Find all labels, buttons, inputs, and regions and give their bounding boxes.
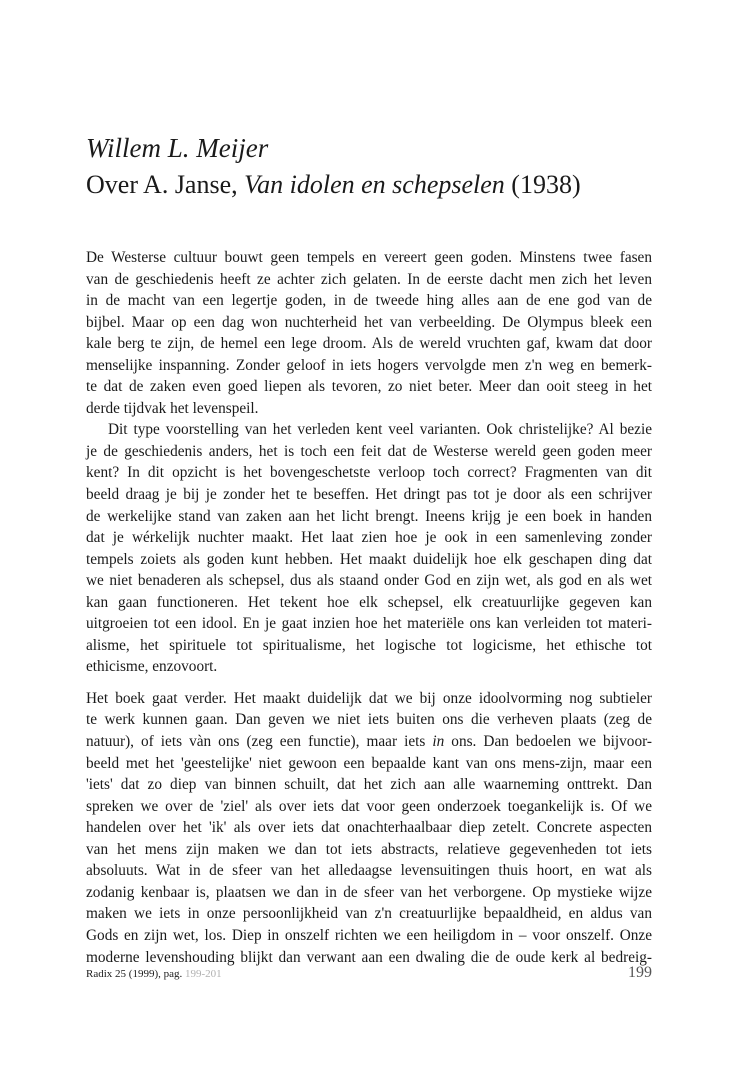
text-line: absoluuts. Wat in de sfeer van het alledaagse levensuitingen thuis hoort, en wat als <box>86 862 652 880</box>
text-line: menselijke inspanning. Zonder geloof in iets hogers vervolgde men z'n weg en bemerk- <box>86 356 652 374</box>
text-line: natuur), of iets vàn ons (zeg een functie), maar iets in ons. Dan bedoelen we bijvoor- <box>86 733 652 751</box>
text-line: te dat de zaken even goed liepen als tevoren, zo niet beter. Meer dan ooit steeg in het <box>86 378 652 396</box>
paragraph <box>86 247 652 419</box>
article-body <box>86 247 652 968</box>
text-line: Gods en zijn wet, los. Diep in onszelf richten we een heiligdom in – voor onszelf. Onze <box>86 926 652 944</box>
text-line: dat je wérkelijk nuchter maakt. Het laat zien hoe je ook in een samenleving zonder <box>86 529 652 547</box>
text-line: De Westerse cultuur bouwt geen tempels en vereert geen goden. Minstens twee fasen <box>86 249 652 266</box>
text-line: van het mens zijn maken we dan tot iets abstracts, relatieve gegevenheden tot iets <box>86 840 652 858</box>
text-line: handelen over het 'ik' als over iets dat onachterhaalbaar diep zetelt. Concrete aspecten <box>86 819 652 837</box>
text-line: kan gaan functioneren. Het tekent hoe elk schepsel, elk creatuurlijke gegeven kan <box>86 593 652 611</box>
footer-citation <box>86 968 222 980</box>
text-line: moderne levenshouding blijkt dan verwant aan een dwaling die de oude kerk al bedreig- <box>86 948 652 966</box>
text-line: bijbel. Maar op een dag won nuchterheid het van verbeelding. De Olympus bleek een <box>86 313 652 331</box>
text-line: zodanig kenbaar is, plaatsen we dan in de sfeer van het verborgene. Op mystieke wijze <box>86 883 652 901</box>
text-line: in de macht van een legertje goden, in de tweede hing alles aan de ene god van de <box>86 292 652 310</box>
paragraph <box>86 419 652 678</box>
text-line: Dit type voorstelling van het verleden kent veel varianten. Ook christelijke? Al bezie <box>108 421 652 439</box>
text-line: kale berg te zijn, de hemel een lege droom. Als de wereld vruchten gaf, kwam dat door <box>86 335 652 353</box>
paragraph <box>86 688 652 968</box>
text-line: 'iets' dat zo diep van binnen schuilt, dat het zich aan alle waarneming onttrekt. Dan <box>86 776 652 794</box>
text-line: alisme, het spirituele tot spiritualisme, het logische tot logicisme, het ethische tot <box>86 636 652 654</box>
citation-pages: 199-201 <box>184 968 222 980</box>
text-line: te werk kunnen gaan. Dan geven we niet iets buiten ons die verheven plaats (zeg de <box>86 711 652 729</box>
text-line: Het boek gaat verder. Het maakt duidelijk dat we bij onze idoolvorming nog subtieler <box>86 689 652 707</box>
text-line: derde tijdvak het levenspeil. <box>86 399 259 417</box>
book-title: Van idolen en schepselen <box>244 170 505 199</box>
text-line: je de geschiedenis anders, het is toch een feit dat de Westerse wereld geen goden meer <box>86 442 652 460</box>
title-year: (1938) <box>504 170 581 199</box>
citation-text: Radix 25 (1999), pag. <box>86 968 185 980</box>
text-line: kent? In dit opzicht is het bovengeschetste verloop toch correct? Fragmenten van dit <box>86 464 652 482</box>
text-line: beeld draag je bij je zonder het te beseffen. Het dringt pas tot je door als een schrijver <box>86 486 652 504</box>
text-line: van de geschiedenis heeft ze achter zich gelaten. In de eerste dacht men zich het leven <box>86 270 652 288</box>
text-line: de werkelijke stand van zaken aan het licht brengt. Ineens krijg je een boek in handen <box>86 507 652 525</box>
text-line: ethicisme, enzovoort. <box>86 658 218 676</box>
text-line: beeld met het 'geestelijke' niet gewoon een bepaalde kant van ons mens-zijn, maar een <box>86 754 652 772</box>
text-line: we niet benaderen als schepsel, dus als staand onder God en zijn wet, als god en als wet <box>86 572 652 590</box>
text-line: uitgroeien tot een idool. En je gaat inzien hoe het materiële ons kan verleiden tot materi- <box>86 615 652 633</box>
text-line: maken we iets in onze persoonlijkheid van z'n creatuurlijke bepaaldheid, en aldus van <box>86 905 652 923</box>
author-name: Willem L. Meijer <box>86 133 269 163</box>
text-line: spreken we over de 'ziel' als over iets dat voor geen onderzoek toegankelijk is. Of we <box>86 797 652 815</box>
article-title <box>86 170 581 200</box>
page-number: 199 <box>628 964 652 981</box>
title-prefix: Over A. Janse, <box>86 170 245 199</box>
text-line: tempels zoiets als goden kunt hebben. Het maakt duidelijk hoe elk geschapen ding dat <box>86 550 652 568</box>
